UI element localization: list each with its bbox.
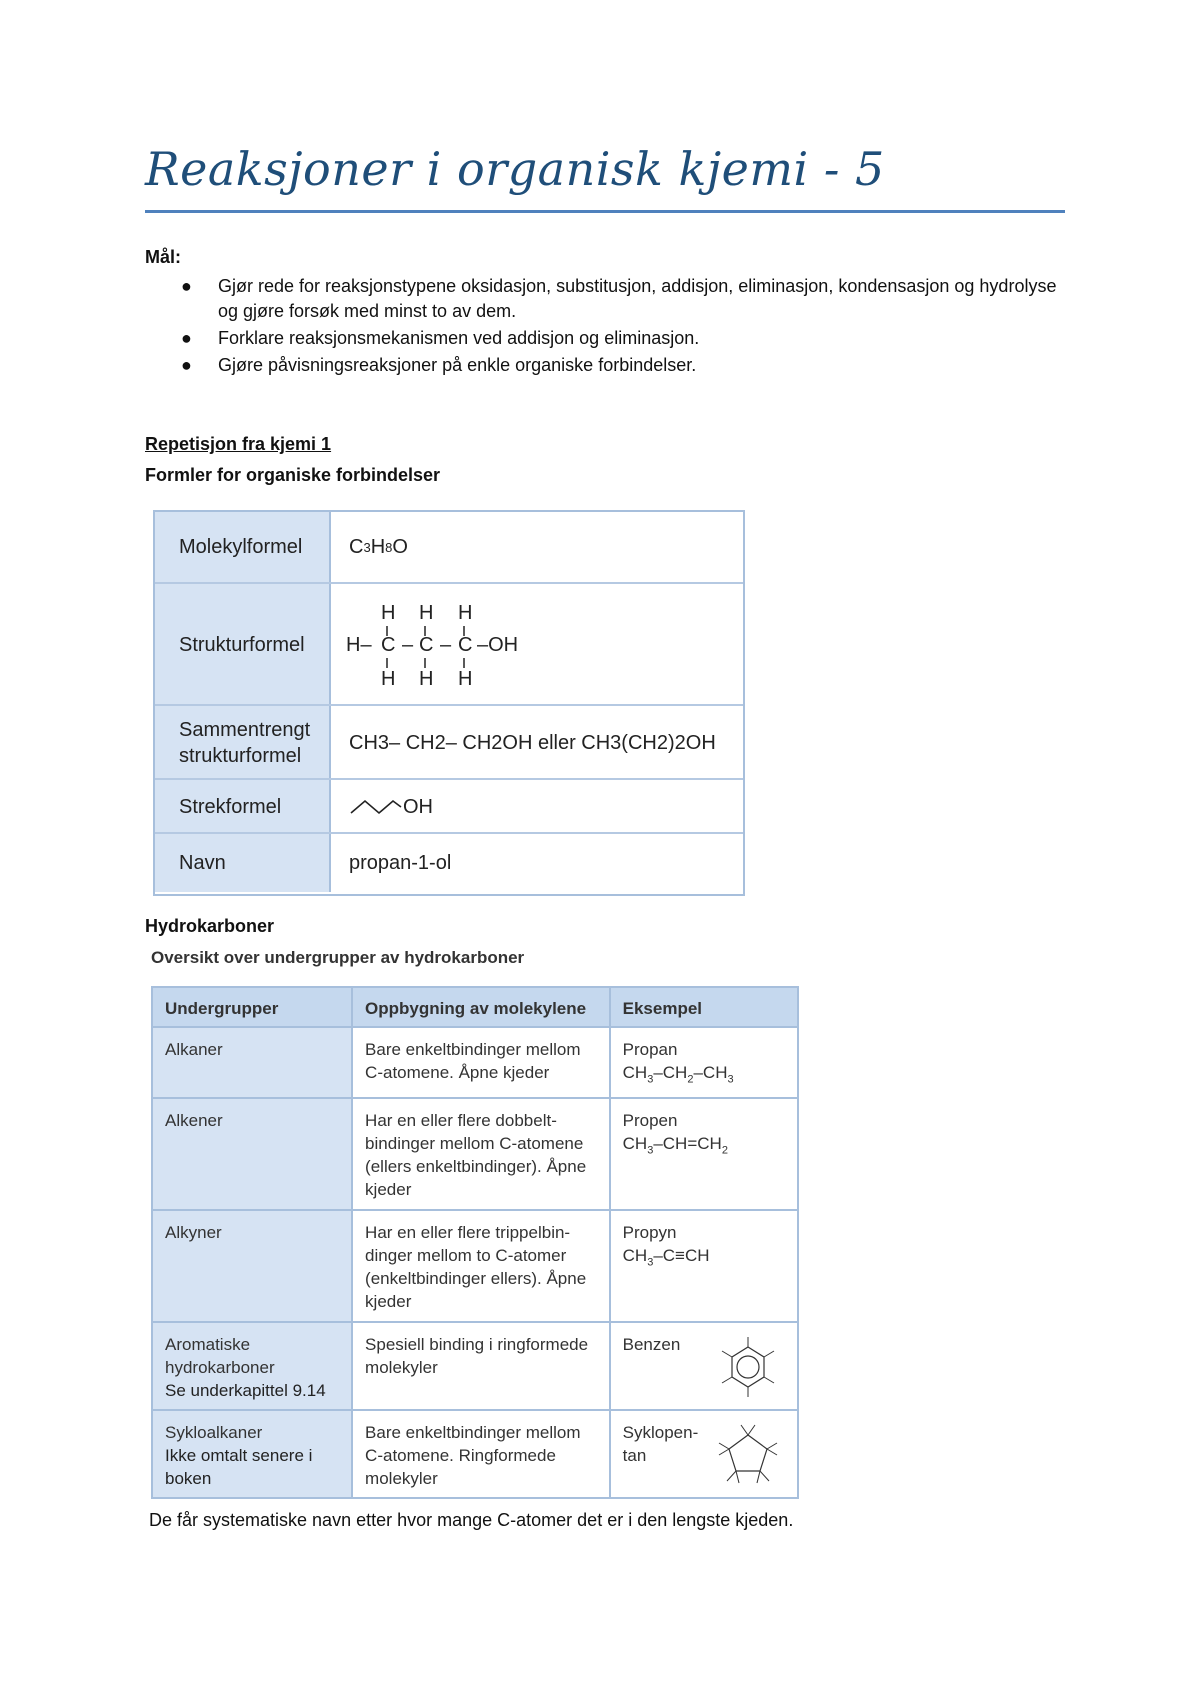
atom-c: C bbox=[458, 634, 473, 656]
table-row bbox=[152, 1210, 798, 1322]
formula-row-label: Strekformel bbox=[155, 780, 331, 834]
column-header: Oppbygning av molekylene bbox=[352, 987, 610, 1027]
hydrocarbons-heading: Hydrokarboner bbox=[145, 916, 275, 936]
example-cell bbox=[610, 1098, 798, 1210]
group-cell bbox=[152, 1322, 352, 1410]
atom-c: C bbox=[419, 634, 434, 656]
zigzag-chain-icon bbox=[349, 797, 403, 817]
goal-text: Gjøre påvisningsreaksjoner på enkle organiske forbindelser. bbox=[218, 355, 697, 375]
formula-row-label: Strukturformel bbox=[155, 584, 331, 706]
formula-row bbox=[155, 704, 743, 780]
goals-heading: Mål: bbox=[145, 247, 181, 267]
table-header-row bbox=[152, 987, 798, 1027]
group-name: Aromatiske hydrokarboner bbox=[165, 1335, 275, 1378]
group-name: Sykloalkaner bbox=[165, 1423, 263, 1443]
molecular-formula: C 3 H 8 O bbox=[349, 535, 408, 558]
goal-text: Forklare reaksjonsmekanismen ved addisjon og eliminasjon. bbox=[218, 328, 700, 348]
table-row bbox=[152, 1322, 798, 1410]
atom-h: H bbox=[458, 668, 473, 690]
hydrocarbon-table bbox=[151, 986, 799, 1499]
example-name: Propan bbox=[622, 1040, 678, 1059]
atom-h: H bbox=[381, 668, 396, 690]
example-formula: $CH_3-CH=CH_2$ bbox=[622, 1134, 728, 1157]
hydroxyl-group: –OH bbox=[477, 634, 519, 656]
example-cell bbox=[610, 1322, 798, 1410]
benzene-ring-icon bbox=[713, 1331, 783, 1403]
example-name: Syklopen-tan bbox=[622, 1423, 699, 1466]
group-note: Ikke omtalt senere i boken bbox=[165, 1446, 313, 1489]
column-header: Eksempel bbox=[610, 987, 798, 1027]
group-cell bbox=[152, 1410, 352, 1498]
bullet-icon: ● bbox=[181, 328, 192, 348]
atom-h: H bbox=[419, 602, 434, 624]
structure-cell: Har en eller flere dobbelt-bindinger mellom C-atomene (ellers enkeltbindinger). Åpne kjeder bbox=[352, 1098, 610, 1210]
bullet-icon: ● bbox=[181, 276, 192, 296]
formula-row bbox=[155, 778, 743, 834]
atom-h: H– bbox=[346, 634, 372, 656]
example-cell bbox=[610, 1410, 798, 1498]
group-cell: Alkyner bbox=[152, 1210, 352, 1322]
formula-row-label: Sammentrengt strukturformel bbox=[155, 706, 331, 780]
condensed-formula: CH3– CH2– CH2OH eller CH3(CH2)2OH bbox=[349, 731, 716, 754]
closing-paragraph: De får systematiske navn etter hvor mange C-atomer det er i den lengste kjeden. bbox=[149, 1510, 794, 1530]
bond: – bbox=[402, 634, 414, 656]
structural-formula bbox=[346, 600, 546, 700]
formula-row-label: Navn bbox=[155, 834, 331, 892]
example-formula: $CH_3-C\equiv CH$ bbox=[622, 1246, 710, 1269]
group-cell: Alkener bbox=[152, 1098, 352, 1210]
group-cell: Alkaner bbox=[152, 1027, 352, 1098]
formula-table bbox=[153, 510, 745, 896]
column-header: Undergrupper bbox=[152, 987, 352, 1027]
example-name: Benzen bbox=[622, 1335, 681, 1355]
goals-list bbox=[145, 274, 1065, 380]
example-cell bbox=[610, 1210, 798, 1322]
example-name: Propyn bbox=[622, 1223, 677, 1243]
table-row bbox=[152, 1410, 798, 1498]
example-name: Propen bbox=[622, 1111, 678, 1131]
table-row bbox=[152, 1027, 798, 1098]
overview-title: Oversikt over undergrupper av hydrokarboner bbox=[151, 948, 525, 967]
goal-item bbox=[145, 274, 1065, 324]
page-title: Reaksjoner i organisk kjemi - 5 bbox=[145, 142, 885, 196]
table-row bbox=[152, 1098, 798, 1210]
formula-row bbox=[155, 832, 743, 892]
structure-cell: Bare enkeltbindinger mellom C-atomene. Åpne kjeder bbox=[352, 1027, 610, 1098]
title-underline bbox=[145, 210, 1065, 213]
atom-h: H bbox=[458, 602, 473, 624]
group-note: Se underkapittel 9.14 bbox=[165, 1381, 326, 1401]
repetition-heading: Repetisjon fra kjemi 1 bbox=[145, 434, 332, 454]
atom-c: C bbox=[381, 634, 396, 656]
skeletal-formula: OH bbox=[333, 780, 743, 834]
goal-item bbox=[145, 326, 1065, 351]
goal-text: Gjør rede for reaksjonstypene oksidasjon, substitusjon, addisjon, eliminasjon, kondensasjon og hydrolyse og gjøre forsøk med minst to av dem. bbox=[218, 276, 1057, 321]
goal-item bbox=[145, 353, 1065, 378]
structure-cell: Bare enkeltbindinger mellom C-atomene. Ringformede molekyler bbox=[352, 1410, 610, 1498]
atom-h: H bbox=[419, 668, 434, 690]
bullet-icon: ● bbox=[181, 355, 192, 375]
atom-h: H bbox=[381, 602, 396, 624]
formula-row bbox=[155, 512, 743, 582]
bond: – bbox=[440, 634, 452, 656]
formula-row-label: Molekylformel bbox=[155, 512, 331, 582]
structure-cell: Har en eller flere trippelbin-dinger mellom to C-atomer (enkeltbindinger ellers). Åpne kjeder bbox=[352, 1210, 610, 1322]
structure-cell: Spesiell binding i ringformede molekyler bbox=[352, 1322, 610, 1410]
example-formula: $CH_3-CH_2-CH_3$ bbox=[622, 1063, 734, 1086]
compound-name: propan-1-ol bbox=[349, 851, 452, 874]
cyclopentane-ring-icon bbox=[713, 1419, 783, 1491]
example-cell bbox=[610, 1027, 798, 1098]
formulas-heading: Formler for organiske forbindelser bbox=[145, 465, 441, 485]
